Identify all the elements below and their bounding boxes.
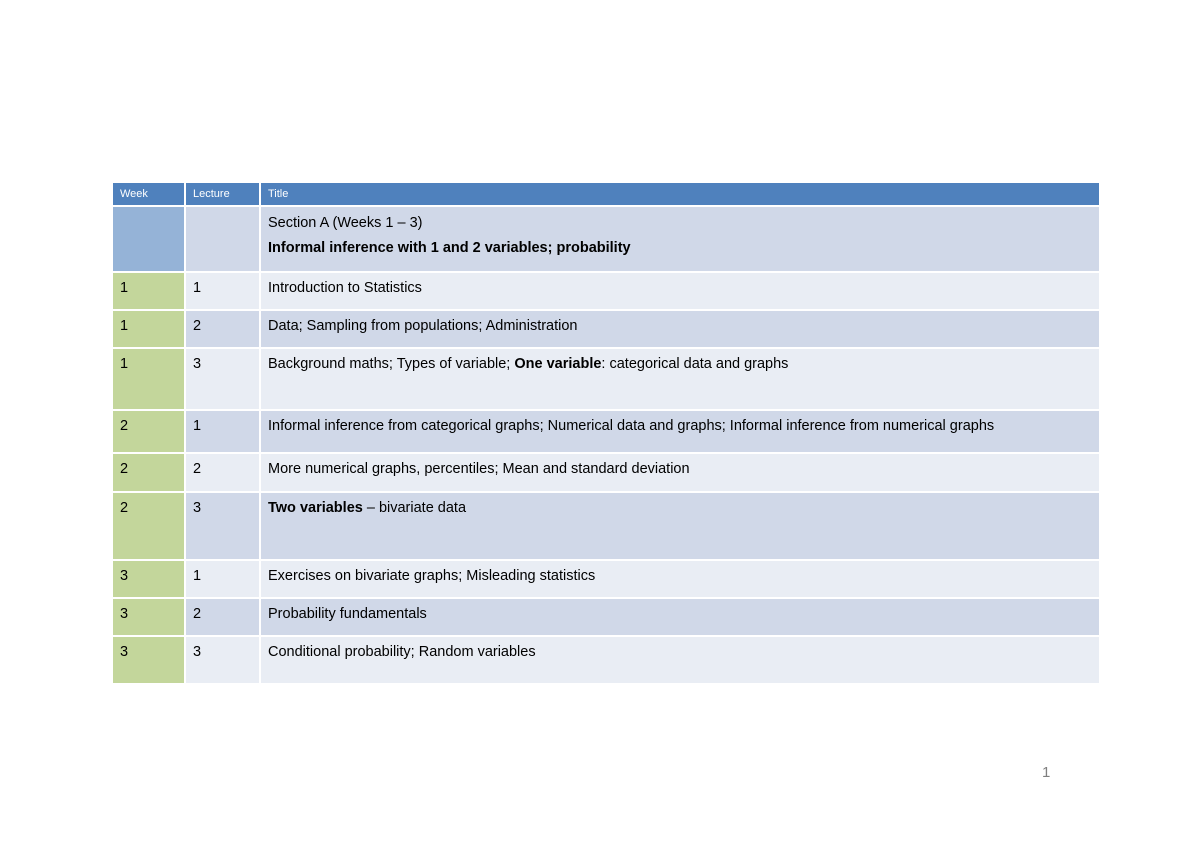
table-row xyxy=(112,310,1100,348)
lecture-cell: 1 xyxy=(185,410,260,453)
title-text-suffix: – bivariate data xyxy=(362,500,467,516)
page-number: 1 xyxy=(1042,764,1051,781)
week-cell: 1 xyxy=(112,310,185,348)
title-cell xyxy=(260,453,1100,492)
week-cell: 2 xyxy=(112,492,185,560)
title-cell xyxy=(260,598,1100,636)
title-text: Background maths; Types of variable; xyxy=(268,356,515,372)
title-text: Data; Sampling from populations; Administration xyxy=(268,318,578,334)
table-row xyxy=(112,636,1100,684)
title-text: More numerical graphs, percentiles; Mean and standard deviation xyxy=(268,461,690,477)
title-cell xyxy=(260,272,1100,310)
section-subheading: Informal inference with 1 and 2 variables; probability xyxy=(268,240,631,256)
lecture-cell: 2 xyxy=(185,453,260,492)
week-cell: 3 xyxy=(112,636,185,684)
table-row xyxy=(112,348,1100,410)
section-row xyxy=(112,206,1100,272)
header-lecture: Lecture xyxy=(185,182,260,206)
section-week-cell xyxy=(112,206,185,272)
section-lecture-cell xyxy=(185,206,260,272)
week-cell: 1 xyxy=(112,348,185,410)
title-text: Exercises on bivariate graphs; Misleading statistics xyxy=(268,568,596,584)
title-bold-text: Two variables xyxy=(268,500,363,516)
table-row xyxy=(112,560,1100,598)
title-cell xyxy=(260,410,1100,453)
title-cell xyxy=(260,348,1100,410)
table-row xyxy=(112,492,1100,560)
title-cell xyxy=(260,492,1100,560)
title-text: Conditional probability; Random variables xyxy=(268,644,536,660)
section-title-cell xyxy=(260,206,1100,272)
week-cell: 1 xyxy=(112,272,185,310)
lecture-cell: 3 xyxy=(185,348,260,410)
section-heading: Section A (Weeks 1 – 3) xyxy=(268,215,423,231)
week-cell: 3 xyxy=(112,560,185,598)
lecture-cell: 2 xyxy=(185,310,260,348)
table-row xyxy=(112,453,1100,492)
week-cell: 2 xyxy=(112,453,185,492)
week-cell: 3 xyxy=(112,598,185,636)
lecture-cell: 2 xyxy=(185,598,260,636)
title-bold-text: One variable xyxy=(514,356,602,372)
week-cell: 2 xyxy=(112,410,185,453)
header-title: Title xyxy=(260,182,1100,206)
title-text: Informal inference from categorical graphs; Numerical data and graphs; Informal inference from numerical graphs xyxy=(268,418,995,434)
lecture-schedule-table xyxy=(111,181,1101,685)
title-text: Probability fundamentals xyxy=(268,606,427,622)
lecture-cell: 3 xyxy=(185,492,260,560)
lecture-cell: 3 xyxy=(185,636,260,684)
lecture-cell: 1 xyxy=(185,272,260,310)
table-row xyxy=(112,598,1100,636)
title-text-suffix: : categorical data and graphs xyxy=(601,356,789,372)
title-text: Introduction to Statistics xyxy=(268,280,422,296)
title-cell xyxy=(260,636,1100,684)
table-header-row xyxy=(112,182,1100,206)
lecture-cell: 1 xyxy=(185,560,260,598)
table-row xyxy=(112,272,1100,310)
table-row xyxy=(112,410,1100,453)
header-week: Week xyxy=(112,182,185,206)
title-cell xyxy=(260,560,1100,598)
title-cell xyxy=(260,310,1100,348)
